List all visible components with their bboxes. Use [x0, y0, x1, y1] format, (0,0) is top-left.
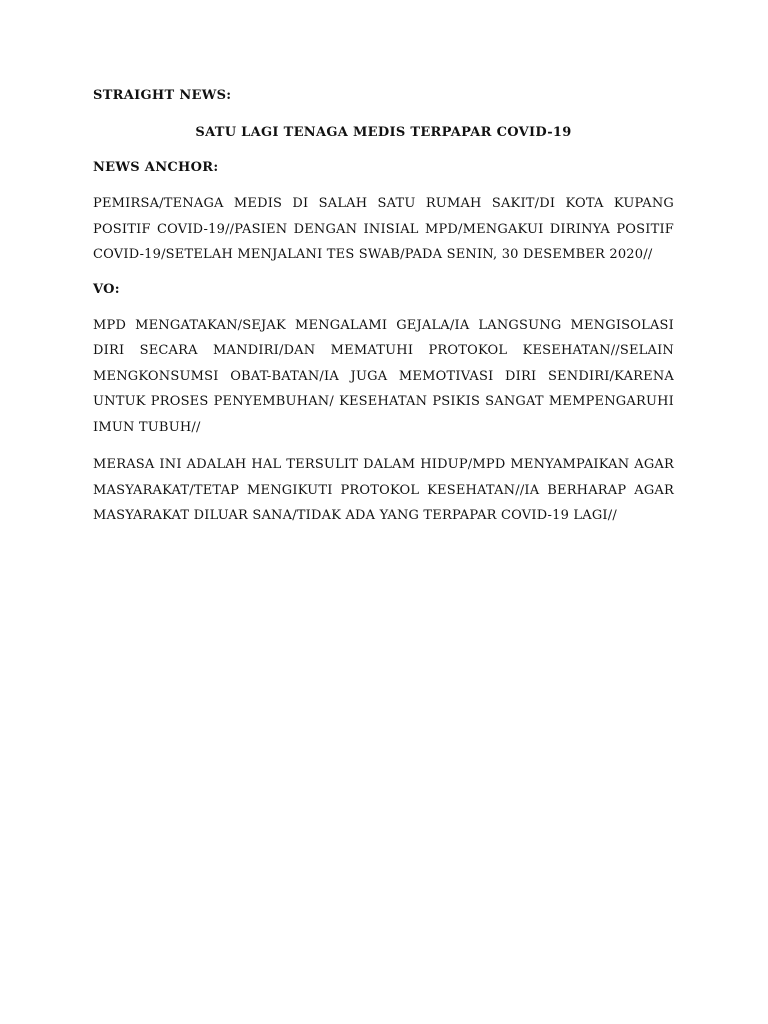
section-label: STRAIGHT NEWS:	[93, 88, 232, 103]
vo-label: VO:	[93, 281, 120, 297]
vo-paragraph-2: MERASA INI ADALAH HAL TERSULIT DALAM HIDUP/MPD MENYAMPAIKAN AGAR MASYARAKAT/TETAP MENGIKUTI PROTOKOL KESEHATAN//IA BERHARAP AGAR MASYARAKAT DILUAR SANA/TIDAK ADA YANG TERPAPAR COVID-19 LAGI//	[93, 457, 674, 523]
headline: SATU LAGI TENAGA MEDIS TERPAPAR COVID-19	[195, 125, 572, 140]
anchor-label: NEWS ANCHOR:	[93, 160, 219, 175]
anchor-paragraph: PEMIRSA/TENAGA MEDIS DI SALAH SATU RUMAH SAKIT/DI KOTA KUPANG POSITIF COVID-19//PASIEN DENGAN INISIAL MPD/MENGAKUI DIRINYA POSITIF COVID-19/SETELAH MENJALANI TES SWAB/PADA SENIN, 30 DESEMBER 2020//	[93, 196, 674, 262]
vo-paragraph-1: MPD MENGATAKAN/SEJAK MENGALAMI GEJALA/IA LANGSUNG MENGISOLASI DIRI SECARA MANDIRI/DAN MEMATUHI PROTOKOL KESEHATAN//SELAIN MENGKONSUMSI OBAT-BATAN/IA JUGA MEMOTIVASI DIRI SENDIRI/KARENA UNTUK PROSES PENYEMBUHAN/ KESEHATAN PSIKIS SANGAT MEMPENGARUHI IMUN TUBUH//	[93, 317, 674, 435]
document-page	[93, 86, 674, 529]
